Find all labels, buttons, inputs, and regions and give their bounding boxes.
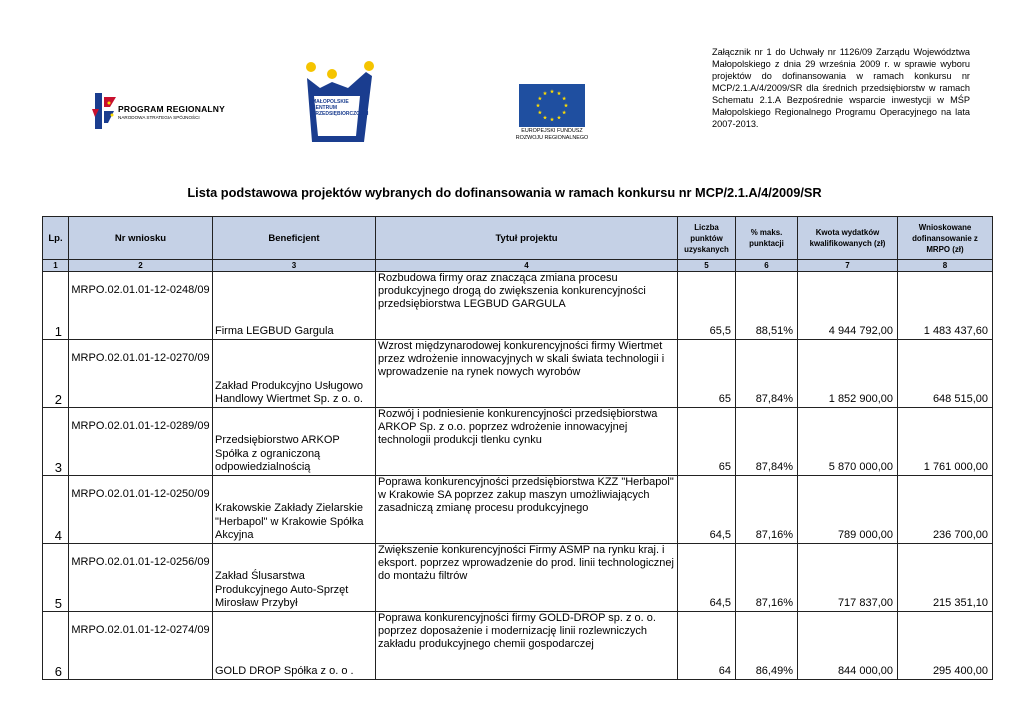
cell-lp: 4: [43, 476, 69, 544]
header-kwota-wydatkow: Kwota wydatków kwalifikowanych (zł): [798, 217, 898, 260]
program-regionalny-subtitle: NARODOWA STRATEGIA SPÓJNOŚCI: [118, 115, 200, 120]
eu-flag-icon: [519, 84, 585, 127]
cell-dofinansowanie: 1 761 000,00: [898, 408, 993, 476]
cell-beneficjent: Przedsiębiorstwo ARKOP Spółka z ograniczoną odpowiedzialnością: [213, 408, 376, 476]
cell-beneficjent: Zakład Produkcyjno Usługowo Handlowy Wiertmet Sp. z o. o.: [213, 340, 376, 408]
header-nr-wniosku: Nr wniosku: [69, 217, 213, 260]
mcp-name-line3: PRZEDSIĘBIORCZOŚCI: [312, 111, 369, 117]
cell-nr-wniosku: MRPO.02.01.01-12-0270/09: [69, 340, 213, 408]
cell-nr-wniosku: MRPO.02.01.01-12-0289/09: [69, 408, 213, 476]
cell-kwota: 1 852 900,00: [798, 340, 898, 408]
cell-kwota: 844 000,00: [798, 612, 898, 680]
cell-nr-wniosku: MRPO.02.01.01-12-0250/09: [69, 476, 213, 544]
cell-punkty: 64: [678, 612, 736, 680]
cell-tytul-projektu: Rozwój i podniesienie konkurencyjności przedsiębiorstwa ARKOP Sp. z o.o. poprzez wdrożenie innowacyjnej technologii produkcji tlenku cynku: [376, 408, 678, 476]
cell-dofinansowanie: 215 351,10: [898, 544, 993, 612]
eu-logo: [502, 84, 602, 146]
column-number: 2: [69, 260, 213, 272]
cell-procent: 86,49%: [736, 612, 798, 680]
program-regionalny-name: PROGRAM REGIONALNY: [118, 104, 226, 114]
cell-procent: 87,84%: [736, 408, 798, 476]
cell-nr-wniosku: MRPO.02.01.01-12-0256/09: [69, 544, 213, 612]
header-dofinansowanie: Wnioskowane dofinansowanie z MRPO (zł): [898, 217, 993, 260]
mcp-name-line1: MAŁOPOLSKIE: [312, 99, 349, 105]
cell-dofinansowanie: 648 515,00: [898, 340, 993, 408]
page-title: Lista podstawowa projektów wybranych do dofinansowania w ramach konkursu nr MCP/2.1.A/4/2009/SR: [187, 185, 822, 200]
cell-tytul-projektu: Poprawa konkurencyjności firmy GOLD-DROP sp. z o. o. poprzez doposażenie i modernizację linii rozlewniczych zakładu produkcyjnego chemii gospodarczej: [376, 612, 678, 680]
table-row: [43, 408, 993, 476]
header-procent-punktacji: % maks. punktacji: [736, 217, 798, 260]
cell-kwota: 4 944 792,00: [798, 272, 898, 340]
column-number: 6: [736, 260, 798, 272]
cell-lp: 1: [43, 272, 69, 340]
header-lp: Lp.: [43, 217, 69, 260]
header-tytul-projektu: Tytuł projektu: [376, 217, 678, 260]
column-number: 1: [43, 260, 69, 272]
annex-text: Załącznik nr 1 do Uchwały nr 1126/09 Zarządu Województwa Małopolskiego z dnia 29 września 2009 r. w sprawie wyboru projektów do dofinansowania w ramach konkursu nr MCP/2.1.A/4/2009/SR dla średnich przedsiębiorstw w ramach Schematu 2.1.A Bezpośrednie wsparcie inwestycji w MŚP Małopolskiego Regionalnego Programu Operacyjnego na lata 2007-2013.: [712, 47, 970, 129]
table-row: [43, 612, 993, 680]
table-row: [43, 272, 993, 340]
table-row: [43, 476, 993, 544]
program-regionalny-emblem-icon: [92, 93, 116, 129]
cell-nr-wniosku: MRPO.02.01.01-12-0248/09: [69, 272, 213, 340]
cell-procent: 87,16%: [736, 544, 798, 612]
cell-kwota: 5 870 000,00: [798, 408, 898, 476]
cell-punkty: 65: [678, 408, 736, 476]
cell-punkty: 65,5: [678, 272, 736, 340]
column-number: 7: [798, 260, 898, 272]
cell-tytul-projektu: Wzrost międzynarodowej konkurencyjności firmy Wiertmet przez wdrożenie innowacyjnych w skali świata technologii i wprowadzenie na rynek nowych wyrobów: [376, 340, 678, 408]
mcp-name-line2: CENTRUM: [312, 105, 337, 111]
projects-table: [42, 216, 993, 680]
header-liczba-punktow: Liczba punktów uzyskanych: [678, 217, 736, 260]
header-beneficjent: Beneficjent: [213, 217, 376, 260]
eu-fund-line2: ROZWOJU REGIONALNEGO: [515, 135, 589, 141]
cell-dofinansowanie: 295 400,00: [898, 612, 993, 680]
cell-lp: 2: [43, 340, 69, 408]
cell-punkty: 64,5: [678, 544, 736, 612]
column-number: 5: [678, 260, 736, 272]
mcp-logo: [302, 58, 378, 150]
cell-dofinansowanie: 236 700,00: [898, 476, 993, 544]
cell-tytul-projektu: Poprawa konkurencyjności przedsiębiorstwa KZZ "Herbapol" w Krakowie SA poprzez zakup maszyn umożliwiających zasadniczą zmianę procesu produkcyjnego: [376, 476, 678, 544]
table-row: [43, 544, 993, 612]
cell-nr-wniosku: MRPO.02.01.01-12-0274/09: [69, 612, 213, 680]
cell-dofinansowanie: 1 483 437,60: [898, 272, 993, 340]
cell-procent: 87,16%: [736, 476, 798, 544]
cell-beneficjent: Zakład Ślusarstwa Produkcyjnego Auto-Sprzęt Mirosław Przybył: [213, 544, 376, 612]
table-row: [43, 340, 993, 408]
cell-beneficjent: Firma LEGBUD Gargula: [213, 272, 376, 340]
eu-fund-line1: EUROPEJSKI FUNDUSZ: [521, 128, 583, 134]
cell-punkty: 64,5: [678, 476, 736, 544]
cell-procent: 88,51%: [736, 272, 798, 340]
cell-procent: 87,84%: [736, 340, 798, 408]
cell-beneficjent: Krakowskie Zakłady Zielarskie "Herbapol" w Krakowie Spółka Akcyjna: [213, 476, 376, 544]
cell-tytul-projektu: Rozbudowa firmy oraz znacząca zmiana procesu produkcyjnego drogą do zwiększenia konkurencyjności przedsiębiorstwa LEGBUD GARGULA: [376, 272, 678, 340]
cell-kwota: 789 000,00: [798, 476, 898, 544]
cell-tytul-projektu: Zwiększenie konkurencyjności Firmy ASMP na rynku kraj. i eksport. poprzez wprowadzenie do prod. linii technologicznej do montażu filtrów: [376, 544, 678, 612]
cell-beneficjent: GOLD DROP Spółka z o. o .: [213, 612, 376, 680]
table-header-row: [43, 217, 993, 260]
column-number: 4: [376, 260, 678, 272]
cell-lp: 3: [43, 408, 69, 476]
cell-lp: 5: [43, 544, 69, 612]
cell-punkty: 65: [678, 340, 736, 408]
cell-kwota: 717 837,00: [798, 544, 898, 612]
column-number-row: [43, 260, 993, 272]
cell-lp: 6: [43, 612, 69, 680]
column-number: 3: [213, 260, 376, 272]
column-number: 8: [898, 260, 993, 272]
program-regionalny-logo: [92, 93, 226, 129]
